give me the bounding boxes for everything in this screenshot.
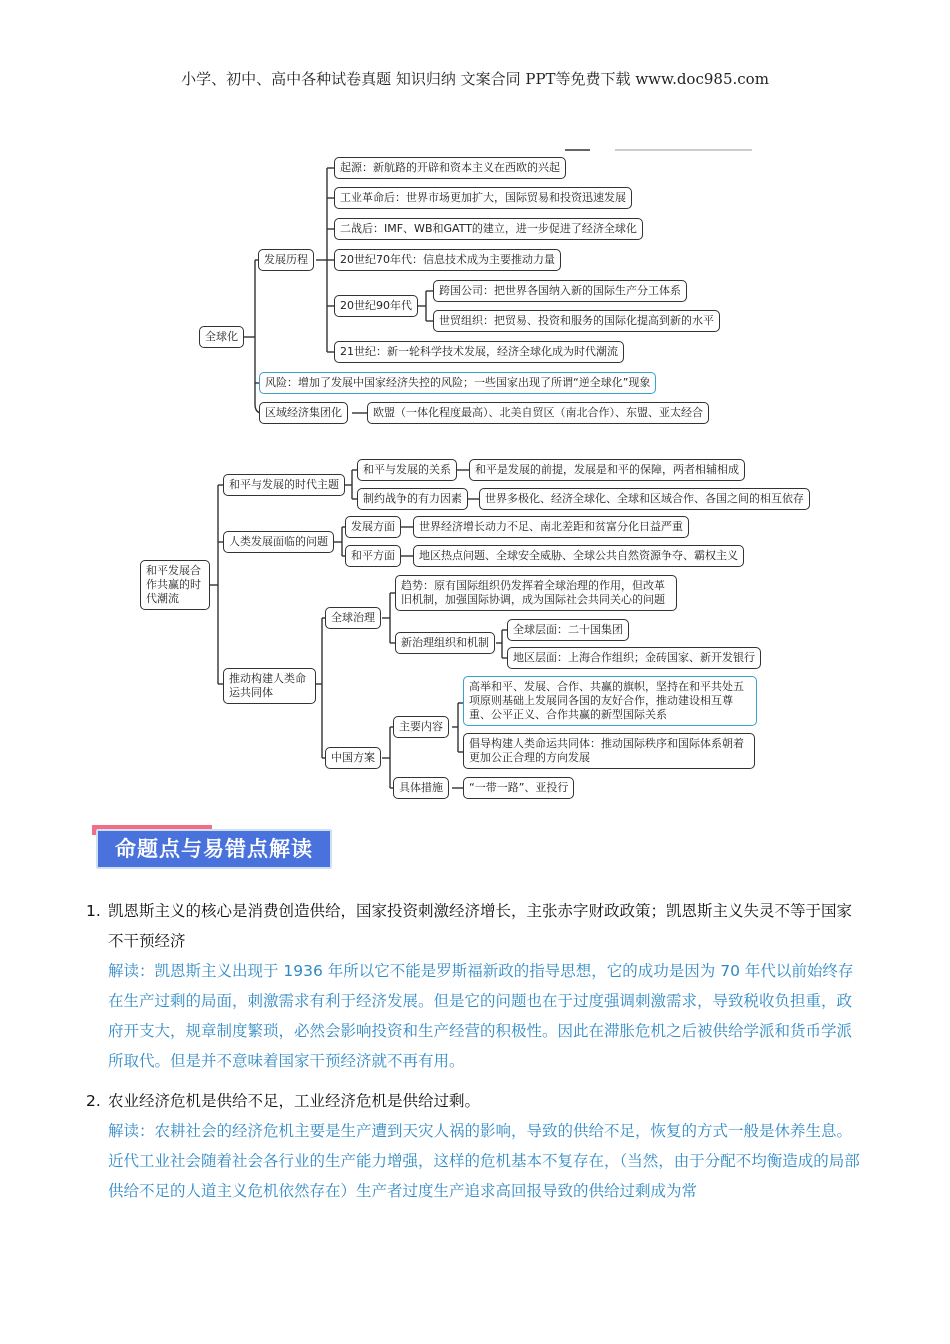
answer-1: 解读：凯恩斯主义出现于 1936 年所以它不能是罗斯福新政的指导思想，它的成功是因为 70 年代以前始终存在生产过剩的局面，刺激需求有利于经济发展。但是它的问题也在于过度强调刺激需求，导致税收负担重，政府开支大，规章制度繁琐，必然会影响投资和生产经营的积极性。因此在滞胀危机之后被供给学派和货币学派所取代。但是并不意味着国家干预经济就不再有用。 bbox=[108, 962, 854, 1070]
node-dev-history: 发展历程 bbox=[258, 249, 314, 271]
node-postwar: 二战后：IMF、WB和GATT的建立，进一步促进了经济全球化 bbox=[334, 218, 643, 240]
question-number: 1. bbox=[86, 902, 101, 920]
node-21c: 21世纪：新一轮科学技术发展，经济全球化成为时代潮流 bbox=[334, 341, 624, 363]
node-90s: 20世纪90年代 bbox=[334, 295, 418, 317]
question-2 bbox=[86, 1086, 866, 1116]
node-peace-detail: 地区热点问题、全球安全威胁、全球公共自然资源争夺、霸权主义 bbox=[413, 545, 744, 567]
node-measures-detail: “一带一路”、亚投行 bbox=[463, 777, 574, 799]
node-peace-dev-root: 和平发展合作共赢的时代潮流 bbox=[140, 560, 210, 610]
node-dev-side: 发展方面 bbox=[345, 516, 401, 538]
question-text: 凯恩斯主义的核心是消费创造供给，国家投资刺激经济增长，主张赤字财政政策；凯恩斯主义失灵不等于国家不干预经济 bbox=[108, 902, 853, 950]
node-relation: 和平与发展的关系 bbox=[357, 459, 457, 481]
answer-2: 解读：农耕社会的经济危机主要是生产遭到天灾人祸的影响，导致的供给不足，恢复的方式一般是休养生息。近代工业社会随着社会各行业的生产能力增强，这样的危机基本不复存在，（当然，由于分配不均衡造成的局部供给不足的人道主义危机依然存在）生产者过度生产追求高回报导致的供给过剩成为常 bbox=[108, 1122, 860, 1200]
banner-title: 命题点与易错点解读 bbox=[115, 837, 313, 861]
node-main-content: 主要内容 bbox=[393, 716, 449, 738]
question-text: 农业经济危机是供给不足，工业经济危机是供给过剩。 bbox=[108, 1092, 481, 1110]
node-governance: 全球治理 bbox=[325, 607, 381, 629]
node-globalization: 全球化 bbox=[199, 326, 244, 348]
node-china-plan: 中国方案 bbox=[325, 747, 381, 769]
banner-box bbox=[96, 829, 332, 869]
node-origin: 起源：新航路的开辟和资本主义在西欧的兴起 bbox=[334, 157, 566, 179]
node-dev-detail: 世界经济增长动力不足、南北差距和贫富分化日益严重 bbox=[413, 516, 689, 538]
node-regional: 区域经济集团化 bbox=[259, 402, 348, 424]
question-1 bbox=[86, 896, 866, 956]
node-70s: 20世纪70年代：信息技术成为主要推动力量 bbox=[334, 249, 561, 271]
node-regional-detail: 欧盟（一体化程度最高）、北美自贸区（南北合作）、东盟、亚太经合 bbox=[367, 402, 709, 424]
node-regional-level: 地区层面：上海合作组织；金砖国家、新开发银行 bbox=[507, 647, 761, 669]
node-peace-side: 和平方面 bbox=[345, 545, 401, 567]
question-number: 2. bbox=[86, 1092, 101, 1110]
node-relation-detail: 和平是发展的前提，发展是和平的保障，两者相辅相成 bbox=[469, 459, 745, 481]
node-industrial: 工业革命后：世界市场更加扩大，国际贸易和投资迅速发展 bbox=[334, 187, 632, 209]
section-banner bbox=[92, 825, 337, 872]
node-new-org: 新治理组织和机制 bbox=[395, 632, 495, 654]
page-header: 小学、初中、高中各种试卷真题 知识归纳 文案合同 PPT等免费下载 www.doc985.com bbox=[181, 70, 769, 88]
node-factor: 制约战争的有力因素 bbox=[357, 488, 468, 510]
node-content1: 高举和平、发展、合作、共赢的旗帜，坚持在和平共处五项原则基础上发展同各国的友好合作，推动建设相互尊重、公平正义、合作共赢的新型国际关系 bbox=[463, 676, 757, 726]
node-factor-detail: 世界多极化、经济全球化、全球和区域合作、各国之间的相互依存 bbox=[479, 488, 810, 510]
qa-item-1 bbox=[86, 896, 866, 1076]
qa-item-2 bbox=[86, 1086, 866, 1206]
node-content2: 倡导构建人类命运共同体：推动国际秩序和国际体系朝着更加公正合理的方向发展 bbox=[463, 733, 755, 769]
node-era-theme: 和平与发展的时代主题 bbox=[223, 474, 345, 496]
node-mnc: 跨国公司：把世界各国纳入新的国际生产分工体系 bbox=[433, 280, 687, 302]
node-issues: 人类发展面临的问题 bbox=[223, 531, 334, 553]
node-wto: 世贸组织：把贸易、投资和服务的国际化提高到新的水平 bbox=[433, 310, 720, 332]
node-global-level: 全球层面：二十国集团 bbox=[507, 619, 629, 641]
node-risk: 风险：增加了发展中国家经济失控的风险；一些国家出现了所谓“逆全球化”现象 bbox=[259, 372, 656, 394]
node-community: 推动构建人类命运共同体 bbox=[223, 668, 316, 704]
node-trend: 趋势：原有国际组织仍发挥着全球治理的作用，但改革旧机制，加强国际协调，成为国际社会共同关心的问题 bbox=[395, 575, 677, 611]
node-measures: 具体措施 bbox=[393, 777, 449, 799]
